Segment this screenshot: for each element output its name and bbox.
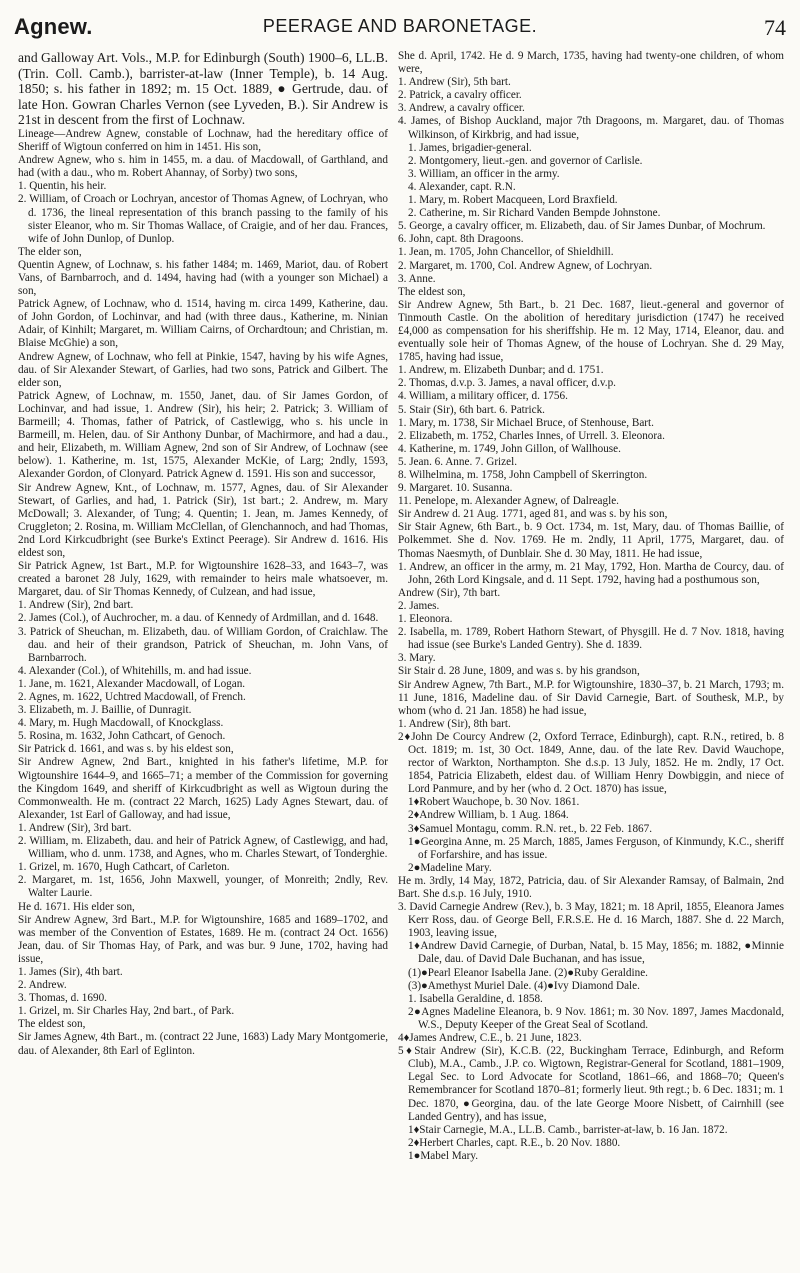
paragraph: Quentin Agnew, of Lochnaw, s. his father 1484; m. 1469, Mariot, dau. of Robert Vans, of Barnbarroch, and d. 1494, having had (with a younger son Michael) a son, [18,258,388,298]
paragraph: 1●Georgina Anne, m. 25 March, 1885, James Ferguson, of Kinmundy, K.C., sheriff of Forfarshire, and has issue. [408,835,784,861]
paragraph: 5. George, a cavalry officer, m. Elizabeth, dau. of Sir James Dunbar, of Mochrum. [398,220,766,233]
paragraph: 1. Eleonora. [398,613,453,626]
paragraph: 1. Grizel, m. Sir Charles Hay, 2nd bart., of Park. [18,1005,235,1018]
paragraph: 1. Andrew, m. Elizabeth Dunbar; and d. 1751. [398,364,604,377]
paragraph: Andrew Agnew, who s. him in 1455, m. a dau. of Macdowall, of Garthland, and had (with a dau., who m. Robert Ahannay, of Sorby) two sons, [18,154,388,180]
paragraph: and Galloway Art. Vols., M.P. for Edinburgh (South) 1900–6, LL.B. (Trin. Coll. Camb.), barrister-at-law (Inner Temple), b. 14 Aug. 1850; s. his father in 1892; m. 15 Oct. 1889, ● Gertrude, dau. of late Hon. Gowran Charles Vernon (see Lyveden, B.). Sir Andrew is 21st in descent from the first of Lochnaw. [18,50,388,128]
running-head-surname: Agnew. [14,14,93,39]
paragraph: 2. Patrick, a cavalry officer. [398,89,522,102]
paragraph: He d. 1671. His elder son, [18,900,135,913]
paragraph: 3. Elizabeth, m. J. Baillie, of Dunragit. [18,704,192,717]
paragraph: 2. Margaret, m. 1st, 1656, John Maxwell, younger, of Monreith; 2ndly, Rev. Walter Laurie. [18,874,388,900]
paragraph: 1. Mary, m. 1738, Sir Michael Bruce, of Stenhouse, Bart. [398,416,654,429]
paragraph: Sir Andrew Agnew, 3rd Bart., M.P. for Wigtounshire, 1685 and 1689–1702, and was member of the Convention of Estates, 1689. He m. (contract 24 Oct. 1656) Jean, dau. of Sir Thomas Hay, of Park, and was bur. 9 June, 1702, having had issue, [18,913,388,965]
paragraph: 8. Wilhelmina, m. 1758, John Campbell of Skerrington. [398,469,648,481]
paragraph: 2. Catherine, m. Sir Richard Vanden Bempde Johnstone. [408,207,661,220]
paragraph: 1. Isabella Geraldine, d. 1858. [408,992,543,1005]
paragraph: Sir Andrew Agnew, Knt., of Lochnaw, m. 1577, Agnes, dau. of Sir Alexander Stewart, of Garlies, and had, 1. Patrick (Sir), 1st bart.; 2. Andrew, m. Mary McDowall; 3. Alexander, of Tung; 4. Quentin; 1. Jean, m. James Kennedy, of Cruggleton; 2. Rosina, m. William McClellan, of Glenchannoch, and had Thomas, 2nd Lord Kirkcudbright (see Burke's Extinct Peerage). Sir Andrew d. 1616. His eldest son, [18,481,388,559]
paragraph: 4. Katherine, m. 1749, John Gillon, of Wallhouse. [398,442,621,455]
paragraph: 1. Andrew (Sir), 2nd bart. [18,599,134,612]
paragraph: 1. Grizel, m. 1670, Hugh Cathcart, of Carleton. [18,861,230,874]
paragraph: 6. John, capt. 8th Dragoons. [398,233,524,246]
paragraph: 2●Agnes Madeline Eleanora, b. 9 Nov. 1861; m. 30 Nov. 1897, James Macdonald, W.S., Deputy Keeper of the Great Seal of Scotland. [408,1005,784,1031]
paragraph: 2●Madeline Mary. [408,861,492,874]
paragraph: 11. Penelope, m. Alexander Agnew, of Dalreagle. [398,495,619,508]
paragraph: 1. James (Sir), 4th bart. [18,965,123,978]
paragraph: The eldest son, [398,285,466,298]
paragraph: 5. Rosina, m. 1632, John Cathcart, of Genoch. [18,730,226,743]
paragraph: 4. Mary, m. Hugh Macdowall, of Knockglass. [18,717,224,730]
paragraph: The elder son, [18,245,82,258]
paragraph: 1. Jane, m. 1621, Alexander Macdowall, of Logan. [18,677,246,690]
right-column [398,50,784,1267]
paragraph: 2♦Herbert Charles, capt. R.E., b. 20 Nov. 1880. [408,1136,621,1149]
paragraph: 2. Thomas, d.v.p. 3. James, a naval officer, d.v.p. [398,377,616,390]
paragraph: 2. Montgomery, lieut.-gen. and governor of Carlisle. [408,154,643,167]
paragraph: 2. Margaret, m. 1700, Col. Andrew Agnew, of Lochryan. [398,259,653,272]
paragraph: 1. Jean, m. 1705, John Chancellor, of Shieldhill. [398,246,614,259]
paragraph: Sir Patrick Agnew, 1st Bart., M.P. for Wigtounshire 1628–33, and 1643–7, was created a baronet 28 July, 1629, with remainder to heirs male whatsoever, m. Margaret, dau. of Sir Thomas Kennedy, of Culzean, and had issue, [18,560,388,599]
paragraph: 4. William, a military officer, d. 1756. [398,390,568,403]
paragraph: The eldest son, [18,1018,86,1031]
paragraph: 3. Patrick of Sheuchan, m. Elizabeth, dau. of William Gordon, of Craichlaw. The dau. and heir of their grandson, Patrick of Sheuchan, m. John Vans, of Barnbarroch. [18,625,388,664]
paragraph: 1. Quentin, his heir. [18,180,107,193]
paragraph: 3. Andrew, a cavalry officer. [398,102,525,115]
paragraph: 2. William, m. Elizabeth, dau. and heir of Patrick Agnew, of Castlewigg, and had, William, who d. unm. 1738, and Agnes, who m. Charles Stewart, of Tonderghie. [18,835,388,861]
paragraph: 2. Elizabeth, m. 1752, Charles Innes, of Urrell. 3. Eleonora. [398,429,665,442]
paragraph: 4♦James Andrew, C.E., b. 21 June, 1823. [398,1032,582,1045]
paragraph: Andrew Agnew, of Lochnaw, who fell at Pinkie, 1547, having by his wife Agnes, dau. of Sir Alexander Stewart, of Garlies, had two sons, Patrick and Gilbert. The elder son, [18,350,388,389]
paragraph: She d. April, 1742. He d. 9 March, 1735, having had twenty-one children, of whom were, [398,50,784,76]
paragraph: Sir Andrew Agnew, 2nd Bart., knighted in his father's lifetime, M.P. for Wigtounshire 1644–9, and 1665–71; a member of the Commission for governing the Kingdom 1649, and sheriff of Kirkcudbright as well as Wigtoun during the Commonwealth. He m. (contract 22 March, 1625) Lady Agnes Stewart, dau. of Alexander, 1st Earl of Galloway, and had issue, [18,756,388,821]
paragraph: Lineage—Andrew Agnew, constable of Lochnaw, had the hereditary office of Sheriff of Wigtoun conferred on him in 1451. His son, [18,127,388,154]
paragraph: 1. James, brigadier-general. [408,141,532,154]
paragraph: 2. Isabella, m. 1789, Robert Hathorn Stewart, of Physgill. He d. 7 Nov. 1818, having had issue (see Burke's Landed Gentry). She d. 1839. [398,626,784,652]
paragraph: 5♦Stair Andrew (Sir), K.C.B. (22, Buckingham Terrace, Edinburgh, and Reform Club), M.A., Camb., J.P. co. Wigtown, Registrar-General for Scotland, 1881–1909, Legal Sec. to Lord Advocate for Scotland, 1861–66, and 1868–70; Queen's Remembrancer for Scotland 1870–81; formerly lieut. 9th regt.; b. 6 Dec. 1831; m. 1 Dec. 1870, ●Georgina, dau. of the late George Moore Nisbett, of Cairnhill (see Landed Gentry), and has issue, [398,1045,784,1123]
paragraph: 1♦Andrew David Carnegie, of Durban, Natal, b. 15 May, 1856; m. 1882, ●Minnie Dale, dau. of David Dale Buchanan, and has issue, [408,940,784,966]
paragraph: 3. Mary. [398,652,436,665]
paragraph: 3. David Carnegie Andrew (Rev.), b. 3 May, 1821; m. 18 April, 1855, Eleanora James Kerr Ross, dau. of George Bell, F.R.S.E. He d. 16 March, 1887. She d. 22 March, 1903, leaving issue, [398,901,784,940]
paragraph: 1. Andrew (Sir), 3rd bart. [18,821,132,834]
paragraph: Sir Stair Agnew, 6th Bart., b. 9 Oct. 1734, m. 1st, Mary, dau. of Thomas Baillie, of Polkemmet. She d. Nov. 1769. He m. 2ndly, 11 April, 1775, Margaret, dau. of Thomas Naesmyth, of Dunblair. She d. 30 May, 1811. He had issue, [398,521,784,560]
paragraph: Patrick Agnew, of Lochnaw, who d. 1514, having m. circa 1499, Katherine, dau. of John Gordon, of Lochinvar, and had (with three daus., Katherine, m. Ninian Adair, of Kinhilt; Margaret, m. William Cairns, of Orchardtoun; and Christian, m. Blaise McGhie) a son, [18,298,388,350]
paragraph: Sir Andrew Agnew, 7th Bart., M.P. for Wigtounshire, 1830–37, b. 21 March, 1793; m. 11 June, 1816, Madeline dau. of Sir David Carnegie, Bart. of Southesk, M.P., by whom (who d. 21 Jan. 1858) he had issue, [398,678,784,717]
paragraph: 5. Stair (Sir), 6th bart. 6. Patrick. [398,403,545,416]
paragraph: 4. Alexander (Col.), of Whitehills, m. and had issue. [18,664,252,677]
paragraph: 3. William, an officer in the army. [408,167,560,180]
left-column [18,50,388,1267]
paragraph: 2. James (Col.), of Auchrocher, m. a dau. of Kennedy of Ardmillan, and d. 1648. [18,612,379,625]
paragraph: Sir Andrew d. 21 Aug. 1771, aged 81, and was s. by his son, [398,508,668,521]
paragraph: 2♦Andrew William, b. 1 Aug. 1864. [408,809,569,822]
paragraph: 9. Margaret. 10. Susanna. [398,482,513,495]
paragraph: Andrew (Sir), 7th bart. [398,586,501,599]
running-head-title: PEERAGE AND BARONETAGE. [262,16,538,36]
paragraph: 1. Andrew (Sir), 8th bart. [398,717,511,730]
paragraph: 3. Thomas, d. 1690. [18,992,107,1005]
paragraph: 1♦Stair Carnegie, M.A., LL.B. Camb., barrister-at-law, b. 16 Jan. 1872. [408,1123,728,1136]
paragraph: (3)●Amethyst Muriel Dale. (4)●Ivy Diamond Dale. [408,979,640,992]
paragraph: 1♦Robert Wauchope, b. 30 Nov. 1861. [408,796,580,809]
paragraph: He m. 3rdly, 14 May, 1872, Patricia, dau. of Sir Alexander Ramsay, of Balmain, 2nd Bart. She d.s.p. 16 July, 1910. [398,874,784,900]
paragraph: Sir Stair d. 28 June, 1809, and was s. by his grandson, [398,665,640,678]
paragraph: 5. Jean. 6. Anne. 7. Grizel. [398,455,517,468]
paragraph: 3. Anne. [398,272,436,285]
paragraph: 4. James, of Bishop Auckland, major 7th Dragoons, m. Margaret, dau. of Thomas Wilkinson, of Kirkbrig, and had issue, [398,115,784,141]
paragraph: 2. Andrew. [18,979,67,992]
page-header [14,2,786,38]
paragraph: Sir Patrick d. 1661, and was s. by his eldest son, [18,743,234,756]
paragraph: 1. Mary, m. Robert Macqueen, Lord Braxfield. [408,194,618,207]
paragraph: 4. Alexander, capt. R.N. [408,180,516,193]
paragraph: 2. William, of Croach or Lochryan, ancestor of Thomas Agnew, of Lochryan, who d. 1736, the lineal representation of this branch passing to the family of his sister Eleanor, who m. Sir Thomas Wallace, of Craigie, and of her dau. Frances, wife of John Dunlop, of Dunlop. [18,193,388,245]
paragraph: 2♦John De Courcy Andrew (2, Oxford Terrace, Edinburgh), capt. R.N., retired, b. 8 Oct. 1819; m. 1st, 30 Oct. 1849, Anne, dau. of the late Rev. David Wauchope, rector of Warkton, Northampton. She d.s.p. 13 July, 1852. He m. 2ndly, 17 Oct. 1854, Patricia Elizabeth, eldest dau. of William Henry Dowbiggin, and niece of Lord Panmure, and by her (who d. 2 Oct. 1870) has issue, [398,730,784,796]
paragraph: 1. Andrew, an officer in the army, m. 21 May, 1792, Hon. Martha de Courcy, dau. of John, 26th Lord Kingsale, and d. 11 Sept. 1792, having had a posthumous son, [398,560,784,586]
paragraph: Patrick Agnew, of Lochnaw, m. 1550, Janet, dau. of Sir James Gordon, of Lochinvar, and had issue, 1. Andrew (Sir), his heir; 2. Patrick; 3. William of Barmeill; 4. Thomas, father of Patrick, of Castlewigg, who s. his uncle in Barmeill, m. Helen, dau. of Sir Anthony Dunbar, of Machirmore, and had a dau., and heir, Elizabeth, m. William Agnew, 2nd son of Sir Andrew, of Lochnaw (see below). 1. Katherine, m. 1st, 1575, Alexander McKie, of Larg; 2ndly, 1593, Alexander Gordon, of Clonyard. Patrick Agnew d. 1591. His son and successor, [18,389,388,481]
page-number: 74 [764,15,786,40]
paragraph: Sir James Agnew, 4th Bart., m. (contract 22 June, 1683) Lady Mary Montgomerie, dau. of Alexander, 8th Earl of Eglinton. [18,1031,388,1057]
paragraph: 2. Agnes, m. 1622, Uchtred Macdowall, of French. [18,691,246,703]
paragraph: (1)●Pearl Eleanor Isabella Jane. (2)●Ruby Geraldine. [408,966,648,979]
paragraph: 2. James. [398,599,440,612]
paragraph: 1. Andrew (Sir), 5th bart. [398,76,511,89]
paragraph: 1●Mabel Mary. [408,1149,479,1162]
paragraph: 3♦Samuel Montagu, comm. R.N. ret., b. 22 Feb. 1867. [408,822,653,835]
paragraph: Sir Andrew Agnew, 5th Bart., b. 21 Dec. 1687, lieut.-general and governor of Tinmouth Castle. On the abolition of hereditary jurisdiction (1747) he received £4,000 as compensation for his sheriffship. He m. 12 May, 1714, Eleanor, dau. and eventually sole heir of Thomas Agnew, of the house of Lochryan. She d. 29 May, 1785, having had issue, [398,298,784,364]
